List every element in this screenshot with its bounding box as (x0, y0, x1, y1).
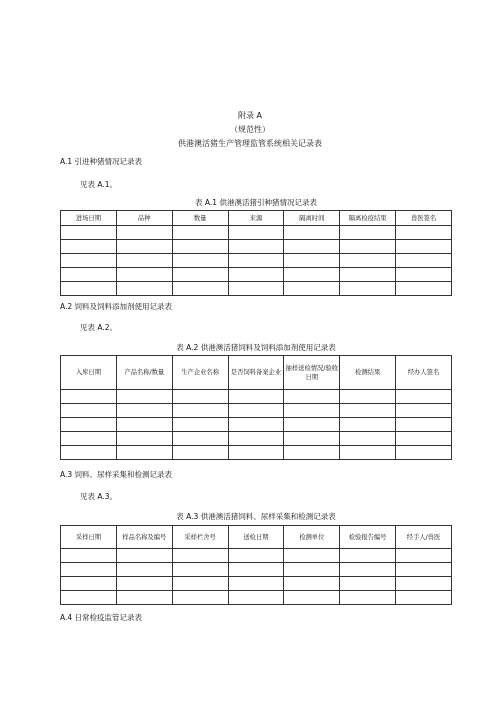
table-a1-col-source: 来源 (228, 211, 284, 226)
table-a3-col-pen-number: 采样栏舍号 (172, 526, 228, 549)
table-row (61, 432, 452, 446)
section-a3-heading: A.3 饲料、尿样采集和检测记录表 (60, 470, 173, 479)
table-row (61, 549, 452, 563)
appendix-subtitle: 供港澳活猪生产管理监管系统相关记录表 (178, 139, 322, 148)
section-a3-reference: 见表 A.3。 (80, 492, 118, 501)
table-a2-col-test-result: 检测结果 (340, 356, 396, 390)
table-a1-col-quantity: 数量 (172, 211, 228, 226)
table-row (61, 254, 452, 268)
section-a4-heading: A.4 日常检疫监管记录表 (60, 613, 143, 622)
table-a3-col-report-number: 检验报告编号 (340, 526, 396, 549)
table-a3-caption: 表 A.3 供港澳活猪饲料、尿样采集和检测记录表 (176, 512, 336, 521)
table-a2-col-sampling-acceptance: 抽样送检情况/验收日期 (284, 356, 340, 390)
table-a3-col-sampling-date: 采样日期 (61, 526, 117, 549)
section-a1-heading: A.1 引进种猪情况记录表 (60, 157, 143, 166)
table-row (61, 577, 452, 591)
table-a2-header-row (61, 356, 452, 390)
table-row (61, 404, 452, 418)
section-a1-reference: 见表 A.1。 (80, 180, 118, 189)
table-a2 (60, 355, 452, 460)
table-row (61, 282, 452, 296)
table-a1-col-breed: 品种 (116, 211, 172, 226)
table-a3-col-sample-name-number: 样品名称及编号 (116, 526, 172, 549)
table-a2-col-handler-signature: 经办人签名 (396, 356, 452, 390)
table-row (61, 418, 452, 432)
table-a3-header-row (61, 526, 452, 549)
table-row (61, 240, 452, 254)
appendix-title: 附录 A (237, 111, 262, 120)
table-a2-col-registered-enterprise: 是否饲料备案企业 (228, 356, 284, 390)
table-a1-header-row (61, 211, 452, 226)
table-a1-col-vet-signature: 兽医签名 (396, 211, 452, 226)
table-row (61, 446, 452, 460)
table-row (61, 591, 452, 605)
table-a1 (60, 210, 452, 296)
table-a3-col-submission-date: 送检日期 (228, 526, 284, 549)
table-a1-col-quarantine-result: 隔离检疫结果 (340, 211, 396, 226)
table-a1-col-entry-date: 进场日期 (61, 211, 117, 226)
table-row (61, 226, 452, 240)
section-a2-reference: 见表 A.2。 (80, 323, 118, 332)
table-a3-col-testing-unit: 检测单位 (284, 526, 340, 549)
section-a2-heading: A.2 饲料及饲料添加剂使用记录表 (60, 302, 173, 311)
table-a2-col-manufacturer: 生产企业名称 (172, 356, 228, 390)
table-a2-col-stock-date: 入库日期 (61, 356, 117, 390)
table-a2-col-product-quantity: 产品名称/数量 (116, 356, 172, 390)
table-a1-col-isolation-time: 隔离时间 (284, 211, 340, 226)
table-a3 (60, 525, 452, 605)
appendix-nature: （规范性） (230, 125, 270, 134)
table-a3-col-handler-vet: 经手人/兽医 (396, 526, 452, 549)
table-a1-caption: 表 A.1 供港澳活猪引种猪情况记录表 (195, 198, 317, 207)
table-row (61, 390, 452, 404)
table-row (61, 563, 452, 577)
table-a2-caption: 表 A.2 供港澳活猪饲料及饲料添加剂使用记录表 (176, 343, 336, 352)
table-row (61, 268, 452, 282)
